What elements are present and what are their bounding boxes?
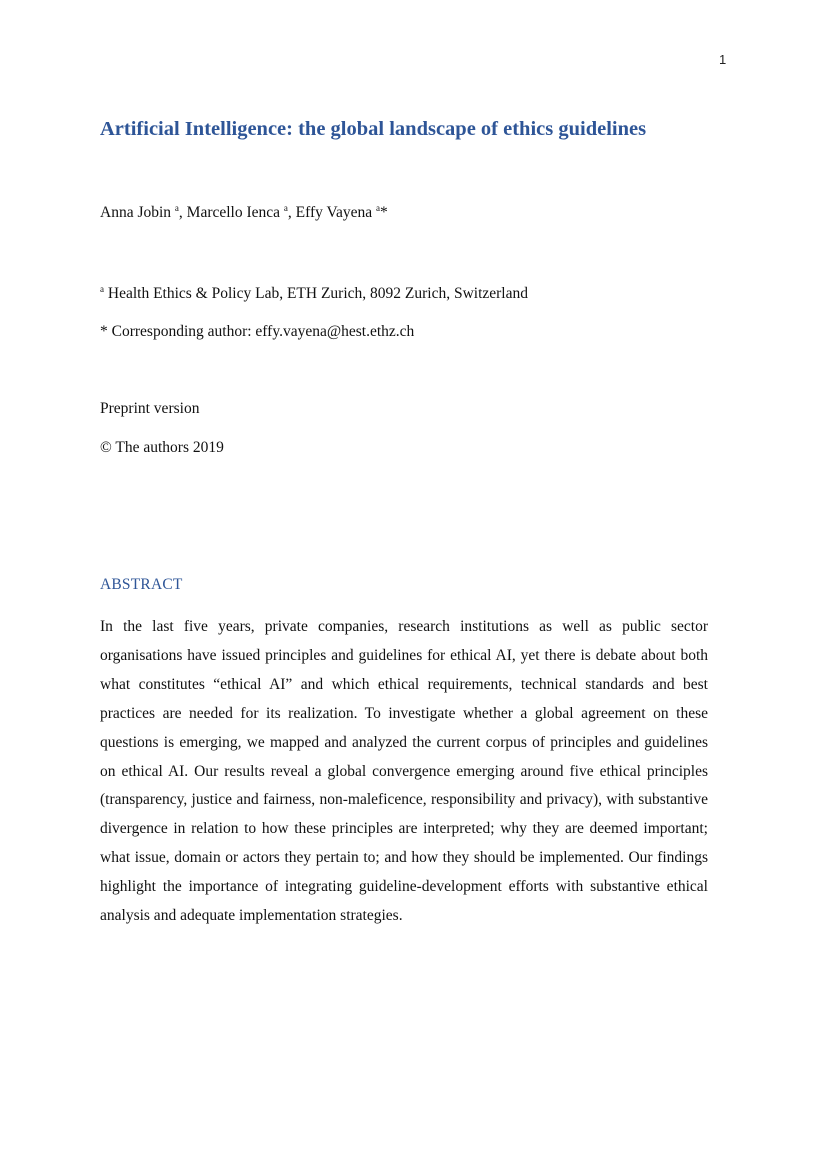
abstract-text: In the last five years, private companies, research institutions as well as public sector organisations have issued principles and guidelines for ethical AI, yet there is debate about both what constitutes “ethical AI” and which ethical requirements, technical standards and best practices are needed for its realization. To investigate whether a global agreement on these questions is emerging, we mapped and analyzed the current corpus of principles and guidelines on ethical AI. Our results reveal a global convergence emerging around five ethical principles (transparency, justice and fairness, non-maleficence, responsibility and privacy), with substantive divergence in relation to how these principles are interpreted; why they are deemed important; what issue, domain or actors they pertain to; and how they should be implemented. Our findings highlight the importance of integrating guideline-development efforts with substantive ethical analysis and adequate implementation strategies.: [100, 618, 708, 925]
copyright-note: © The authors 2019: [100, 439, 224, 456]
affiliation-mark: a: [100, 284, 104, 294]
paper-title: Artificial Intelligence: the global landscape of ethics guidelines: [100, 118, 647, 140]
author-separator: ,: [178, 204, 187, 221]
corresponding-author: * Corresponding author: effy.vayena@hest.ethz.ch: [100, 323, 415, 340]
author-name: Effy Vayena: [295, 204, 373, 221]
affiliation-mark: a: [174, 203, 179, 213]
author-name: Anna Jobin: [100, 204, 172, 221]
corresponding-mark: *: [380, 204, 388, 221]
affiliation: [100, 285, 528, 303]
author-name: Marcello Ienca: [186, 204, 281, 221]
author-list: [100, 204, 388, 222]
page-number: 1: [719, 52, 727, 67]
preprint-note: Preprint version: [100, 400, 200, 417]
abstract-heading: ABSTRACT: [100, 576, 183, 593]
affiliation-text: Health Ethics & Policy Lab, ETH Zurich, 8092 Zurich, Switzerland: [107, 285, 528, 302]
author-separator: ,: [287, 204, 296, 221]
affiliation-mark: a: [376, 203, 381, 213]
affiliation-mark: a: [283, 203, 288, 213]
